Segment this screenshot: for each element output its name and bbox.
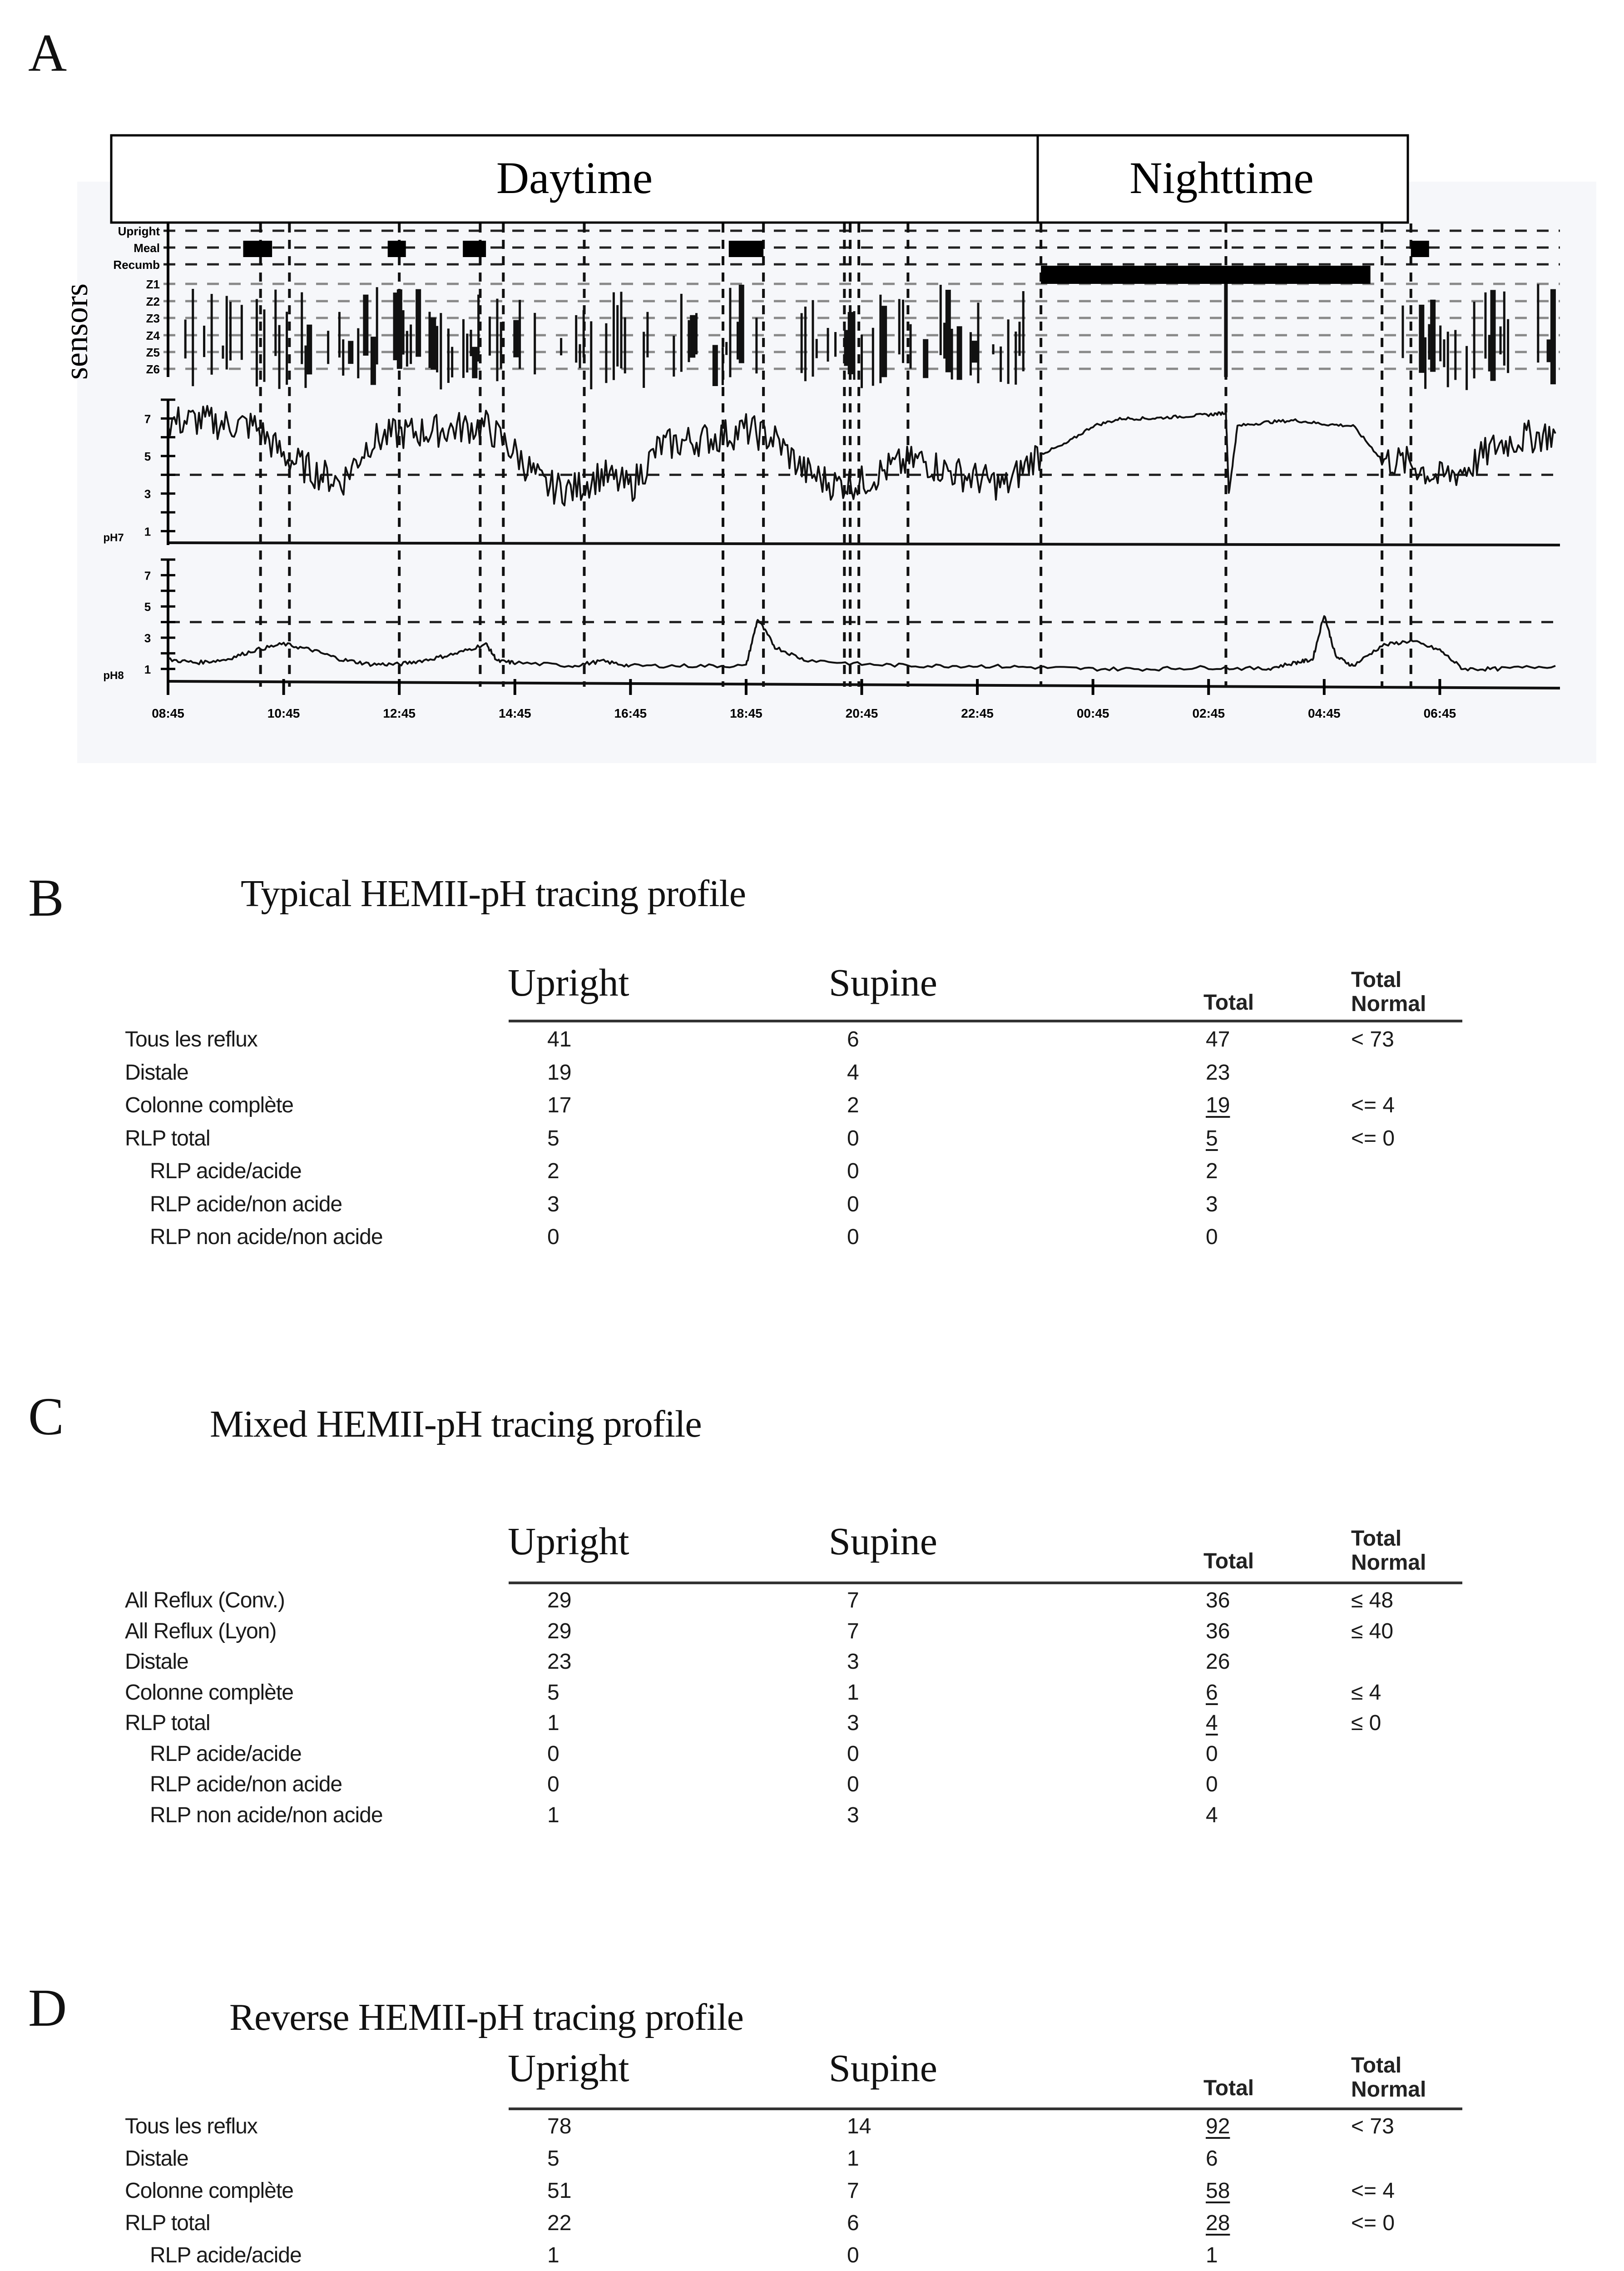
cell-total: 4 — [1206, 1711, 1218, 1735]
x-tick-label: 22:45 — [961, 706, 994, 720]
cell-upright: 1 — [547, 2243, 559, 2267]
cell-total-normal: ≤ 0 — [1351, 1711, 1381, 1735]
column-header-supine: Supine — [829, 1519, 937, 1563]
x-tick-label: 12:45 — [383, 706, 416, 720]
nighttime-label: Nighttime — [1129, 153, 1314, 203]
cell-supine: 7 — [847, 1619, 859, 1643]
cell-supine: 1 — [847, 2147, 859, 2171]
panel-b-title: Typical HEMII-pH tracing profile — [241, 873, 746, 915]
sensor-channel-label: Meal — [134, 241, 160, 255]
cell-upright: 29 — [547, 1619, 572, 1643]
ph-tick-label: 1 — [144, 525, 151, 539]
x-tick-label: 00:45 — [1076, 706, 1109, 720]
cell-supine: 0 — [847, 1772, 859, 1796]
column-header-total: Total — [1203, 1549, 1254, 1573]
column-header-total: Total — [1203, 2076, 1254, 2100]
cell-total: 28 — [1206, 2211, 1230, 2235]
meal-period-block — [388, 241, 406, 257]
x-tick-label: 20:45 — [845, 706, 878, 720]
cell-supine: 3 — [847, 1711, 859, 1735]
cell-upright: 17 — [547, 1093, 572, 1117]
cell-total-normal: <= 0 — [1351, 1126, 1395, 1150]
cell-upright: 0 — [547, 1772, 559, 1796]
panel-label-b: B — [28, 868, 64, 927]
column-header-total: Total — [1203, 991, 1254, 1015]
cell-upright: 41 — [547, 1027, 572, 1051]
ph-channel-label: pH7 — [103, 531, 124, 544]
ph-tick-label: 5 — [144, 450, 151, 463]
column-header-supine: Supine — [829, 961, 937, 1004]
cell-upright: 1 — [547, 1711, 559, 1735]
column-header-upright: Upright — [508, 1519, 629, 1563]
header-rule — [509, 2107, 1462, 2110]
cell-upright: 1 — [547, 1803, 559, 1827]
column-header-total-normal: Total Normal — [1351, 1527, 1426, 1575]
cell-upright: 0 — [547, 1225, 559, 1249]
ph-tick-label: 7 — [144, 569, 151, 583]
cell-supine: 4 — [847, 1060, 859, 1085]
column-header-supine: Supine — [829, 2046, 937, 2090]
row-label: Distale — [125, 1650, 188, 1674]
cell-total: 26 — [1206, 1650, 1230, 1674]
x-tick-label: 16:45 — [614, 706, 647, 720]
row-label: All Reflux (Lyon) — [125, 1619, 277, 1643]
cell-upright: 78 — [547, 2114, 572, 2138]
row-label: RLP acide/acide — [150, 1159, 302, 1183]
cell-total-normal: <= 4 — [1351, 1093, 1395, 1117]
cell-upright: 0 — [547, 1741, 559, 1766]
cell-supine: 6 — [847, 2211, 859, 2235]
panel-label-c: C — [28, 1387, 64, 1446]
cell-total-normal: ≤ 4 — [1351, 1680, 1381, 1705]
x-tick-label: 10:45 — [267, 706, 300, 720]
cell-total: 19 — [1206, 1093, 1230, 1117]
cell-total: 0 — [1206, 1772, 1218, 1796]
ph-channel-label: pH8 — [103, 669, 124, 682]
cell-upright: 22 — [547, 2211, 572, 2235]
cell-total: 6 — [1206, 1680, 1218, 1705]
column-header-upright: Upright — [508, 2046, 629, 2090]
cell-upright: 23 — [547, 1650, 572, 1674]
cell-supine: 7 — [847, 1588, 859, 1612]
cell-total-normal: < 73 — [1351, 1027, 1394, 1051]
cell-total-normal: <= 4 — [1351, 2179, 1395, 2203]
cell-total: 58 — [1206, 2179, 1230, 2203]
cell-total-normal: ≤ 40 — [1351, 1619, 1394, 1643]
panel-label-a: A — [28, 23, 67, 83]
row-label: Tous les reflux — [125, 2114, 257, 2138]
cell-supine: 7 — [847, 2179, 859, 2203]
x-tick-label: 18:45 — [730, 706, 762, 720]
cell-upright: 3 — [547, 1192, 559, 1216]
cell-total: 0 — [1206, 1741, 1218, 1766]
cell-upright: 19 — [547, 1060, 572, 1085]
row-label: RLP total — [125, 1711, 210, 1735]
header-rule — [509, 1020, 1462, 1022]
y-axis-label-sensors: sensors — [58, 283, 94, 380]
x-tick-label: 08:45 — [152, 706, 184, 720]
panel-label-d: D — [28, 1978, 67, 2038]
row-label: RLP non acide/non acide — [150, 1803, 383, 1827]
cell-total: 5 — [1206, 1126, 1218, 1150]
column-header-total-normal: Total Normal — [1351, 2053, 1426, 2102]
ph-tick-label: 3 — [144, 487, 151, 501]
sensor-channel-label: Z2 — [146, 295, 160, 308]
cell-supine: 0 — [847, 1741, 859, 1766]
row-label: RLP acide/acide — [150, 2243, 302, 2267]
cell-supine: 3 — [847, 1650, 859, 1674]
panel-d-title: Reverse HEMII-pH tracing profile — [229, 1996, 743, 2038]
cell-total: 36 — [1206, 1619, 1230, 1643]
column-header-total-normal: Total Normal — [1351, 968, 1426, 1016]
cell-supine: 0 — [847, 1159, 859, 1183]
row-label: Distale — [125, 2147, 188, 2171]
meal-period-block — [729, 241, 763, 257]
cell-supine: 0 — [847, 1192, 859, 1216]
daytime-label: Daytime — [496, 153, 653, 203]
cell-upright: 51 — [547, 2179, 572, 2203]
cell-supine: 0 — [847, 1126, 859, 1150]
row-label: RLP acide/non acide — [150, 1772, 342, 1796]
x-tick-label: 02:45 — [1192, 706, 1225, 720]
cell-supine: 2 — [847, 1093, 859, 1117]
sensor-channel-label: Recumb — [113, 258, 160, 272]
row-label: RLP acide/acide — [150, 1741, 302, 1766]
meal-period-block — [1411, 241, 1429, 257]
cell-total: 36 — [1206, 1588, 1230, 1612]
cell-total: 1 — [1206, 2243, 1218, 2267]
x-tick-label: 06:45 — [1423, 706, 1456, 720]
cell-total-normal: <= 0 — [1351, 2211, 1395, 2235]
cell-total: 2 — [1206, 1159, 1218, 1183]
ph-tick-label: 5 — [144, 600, 151, 614]
cell-total: 6 — [1206, 2147, 1218, 2171]
cell-total: 3 — [1206, 1192, 1218, 1216]
panel-c-title: Mixed HEMII-pH tracing profile — [210, 1403, 702, 1445]
row-label: Colonne complète — [125, 1680, 293, 1705]
row-label: All Reflux (Conv.) — [125, 1588, 285, 1612]
x-tick-label: 14:45 — [498, 706, 531, 720]
row-label: Distale — [125, 1060, 188, 1085]
x-tick-label: 04:45 — [1308, 706, 1341, 720]
column-header-upright: Upright — [508, 961, 629, 1004]
row-label: RLP acide/non acide — [150, 1192, 342, 1216]
impedance-ph-tracing-chart — [0, 0, 1624, 781]
row-label: RLP total — [125, 2211, 210, 2235]
sensor-channel-label: Z3 — [146, 312, 160, 325]
cell-total: 23 — [1206, 1060, 1230, 1085]
sensor-channel-label: Z5 — [146, 346, 160, 359]
row-label: Tous les reflux — [125, 1027, 257, 1051]
cell-upright: 5 — [547, 2147, 559, 2171]
sensor-channel-label: Z1 — [146, 278, 160, 291]
cell-supine: 6 — [847, 1027, 859, 1051]
ph-tick-label: 3 — [144, 631, 151, 645]
cell-total-normal: < 73 — [1351, 2114, 1394, 2138]
meal-period-block — [243, 241, 272, 257]
cell-upright: 5 — [547, 1126, 559, 1150]
cell-supine: 3 — [847, 1803, 859, 1827]
sensor-channel-label: Z4 — [146, 329, 160, 342]
cell-supine: 14 — [847, 2114, 871, 2138]
cell-upright: 2 — [547, 1159, 559, 1183]
row-label: RLP non acide/non acide — [150, 1225, 383, 1249]
cell-total-normal: ≤ 48 — [1351, 1588, 1394, 1612]
cell-upright: 29 — [547, 1588, 572, 1612]
ph-tick-label: 1 — [144, 662, 151, 676]
sensor-channel-label: Z6 — [146, 362, 160, 376]
recumbent-period-bar — [1041, 266, 1371, 284]
meal-period-block — [463, 241, 486, 257]
cell-upright: 5 — [547, 1680, 559, 1705]
ph-tick-label: 7 — [144, 412, 151, 426]
cell-supine: 1 — [847, 1680, 859, 1705]
row-label: Colonne complète — [125, 2179, 293, 2203]
header-rule — [509, 1582, 1462, 1584]
row-label: RLP total — [125, 1126, 210, 1150]
cell-supine: 0 — [847, 1225, 859, 1249]
sensor-channel-label: Upright — [118, 224, 160, 238]
row-label: Colonne complète — [125, 1093, 293, 1117]
cell-total: 4 — [1206, 1803, 1218, 1827]
cell-total: 92 — [1206, 2114, 1230, 2138]
cell-supine: 0 — [847, 2243, 859, 2267]
cell-total: 0 — [1206, 1225, 1218, 1249]
cell-total: 47 — [1206, 1027, 1230, 1051]
